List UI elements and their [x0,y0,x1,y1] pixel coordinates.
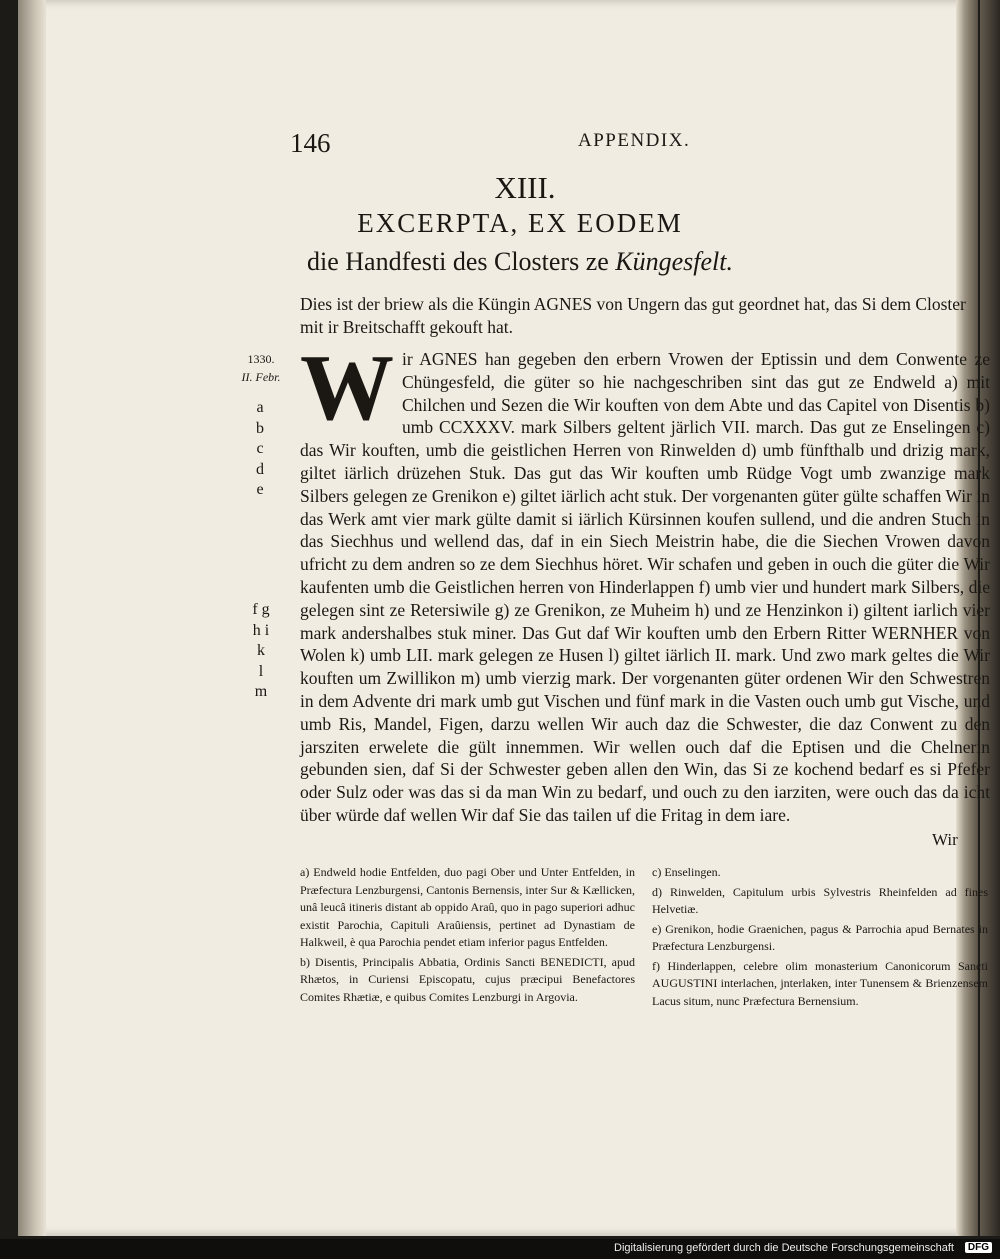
charter-text: ir AGNES han gegeben den erbern Vrowen der Eptissin und dem Conwente ze Chüngesfeld, die güter so hie nachgeschriben sint das gut ze Endweld a) mit Chilchen und Sezen die Wir kouften von dem Abte und das Capitel von Disentis b) umb CCXXXV. mark Silbers geltent järlich VII. march. Das gut ze Enselingen c) das Wir kouften, umb die geistlichen Herren von Rinwelden d) umb fünfthalb und drizig mark, giltet iärlich drüzehen Stuk. Das gut das Wir kouften umb Rüdge Vogt umb zwanzige mark Silbers gelegen ze Grenikon e) giltet iärlich acht stuk. Der vorgenanten güter gülte schaffen Wir in das Werk amt vier mark gülte damit si iärlich Kürsinnen koufen sullend, und die andren Stuch in das Siechhus und wellend das, daf in ein Siech Meistrin habe, die die Siechen Vrowen davon ufricht zu dem andren so ze dem Siechhus höret. Wir schafen und geben in ouch die güter die Wir kaufenten umb die Geistlichen herren von Hinderlappen f) umb vier und hundert mark Silbers, die gelegen sint ze Retersiwile g) ze Grenikon, ze Muheim h) und ze Henzinkon i) giltent iarlich vier mark andershalbes stuk miner. Das Gut daf Wir kouften umb den Erbern Ritter WERNHER von Wolen k) umb LII. mark gelegen ze Husen l) giltet iärlich II. mark. Und zwo mark geltes die Wir kouften um Zwillikon m) umb vierzig mark. Der vorgenanten güter ordenen Wir den Schwestren in dem Advente dri mark umb gut Vischen und fünf mark in die Vasten ouch umb gut Vische, und umb Ris, Mandel, Figen, darzu wellen Wir auch daz die Schwester, die daz Conwent zu den jarsziten erwelete die gült innemmen. Wir wellen ouch daf die Eptisen und die Chelnerin gebunden sien, daf Si der Schwester geben allen den Win, das Si ze kochend bedarf es si Pfefer oder Sulz oder was das si da man Win zu bedarf, und ouch zu den iarziten, were ouch das da icht über würde daf wellen Wir daf Sie das tailen uf die Fritag in dem iare. [300,349,990,825]
footnote: a) Endweld hodie Entfelden, duo pagi Ober und Unter Entfelden, in Præfectura Lenzburgensi, Cantonis Bernensis, inter Sur & Kællicken, unâ leucâ itineris distant ab oppido Araû, quo in pago superiori adhuc existit Parochia, Capituli Araûiensis, pertinet ad Dynastiam de Halkweil, è qua Parochia pendet etiam inferior pagus Entfelden. [300,865,635,949]
margin-note: m [254,683,268,700]
page-number: 146 [290,128,331,158]
margin-note: d [256,460,264,478]
margin-note: h i [252,621,270,639]
intro-paragraph: Dies ist der briew als die Küngin AGNES von Ungern das gut geordnet hat, das Si dem Closter mit ir Breitschafft gekouft hat. [300,294,966,337]
margin-date-day: II. Febr. [241,370,281,384]
margin-note: c [256,440,264,457]
subtitle-italic: Küngesfelt. [615,247,734,276]
footnotes-right [652,864,988,1012]
footnote: c) Enselingen. [652,865,721,879]
section-title: EXCERPTA, EX EODEM [357,208,683,238]
margin-note: l [258,662,264,680]
drop-cap: W [300,336,394,440]
margin-notes-top [245,398,275,501]
footnotes-left [300,864,635,1008]
margin-note: e [256,481,264,498]
margin-date-year: 1330. [247,352,275,366]
dfg-logo: DFG [965,1242,992,1253]
margin-notes-bottom [236,600,286,703]
margin-note: b [256,419,264,437]
footnote: f) Hinderlappen, celebre olim monasterium Canonicorum Sancti AUGUSTINI interlachen, jnterlaken, inter Tunensem & Brienzensem Lacus situm, nunc Præfectura Bernensium. [652,958,988,1008]
catchword: Wir [932,830,958,849]
margin-note: a [256,399,264,416]
charter-body [300,336,990,827]
running-head: APPENDIX. [578,130,691,151]
subtitle-plain: die Handfesti des Closters ze [306,247,616,276]
margin-note: f g [252,601,270,618]
section-subtitle [0,247,1000,277]
footer-text: Digitalisierung gefördert durch die Deutsche Forschungsgemeinschaft [614,1242,954,1254]
footnote: e) Grenikon, hodie Graenichen, pagus & Parrochia apud Bernates in Præfectura Lenzburgensi. [652,921,988,953]
margin-note: k [257,642,265,659]
section-number: XIII. [494,170,556,205]
digitization-footer [0,1239,1000,1259]
footnote: b) Disentis, Principalis Abbatia, Ordinis Sancti BENEDICTI, apud Rhætos, in Curiensi Episcopatu, cujus præcipui Benefactores Comites Rhætiæ, e quibus Comites Lenzburgi in Argovia. [300,954,635,1004]
footnote: d) Rinwelden, Capitulum urbis Sylvestris Rheinfelden ad fines Helvetiæ. [652,884,988,916]
